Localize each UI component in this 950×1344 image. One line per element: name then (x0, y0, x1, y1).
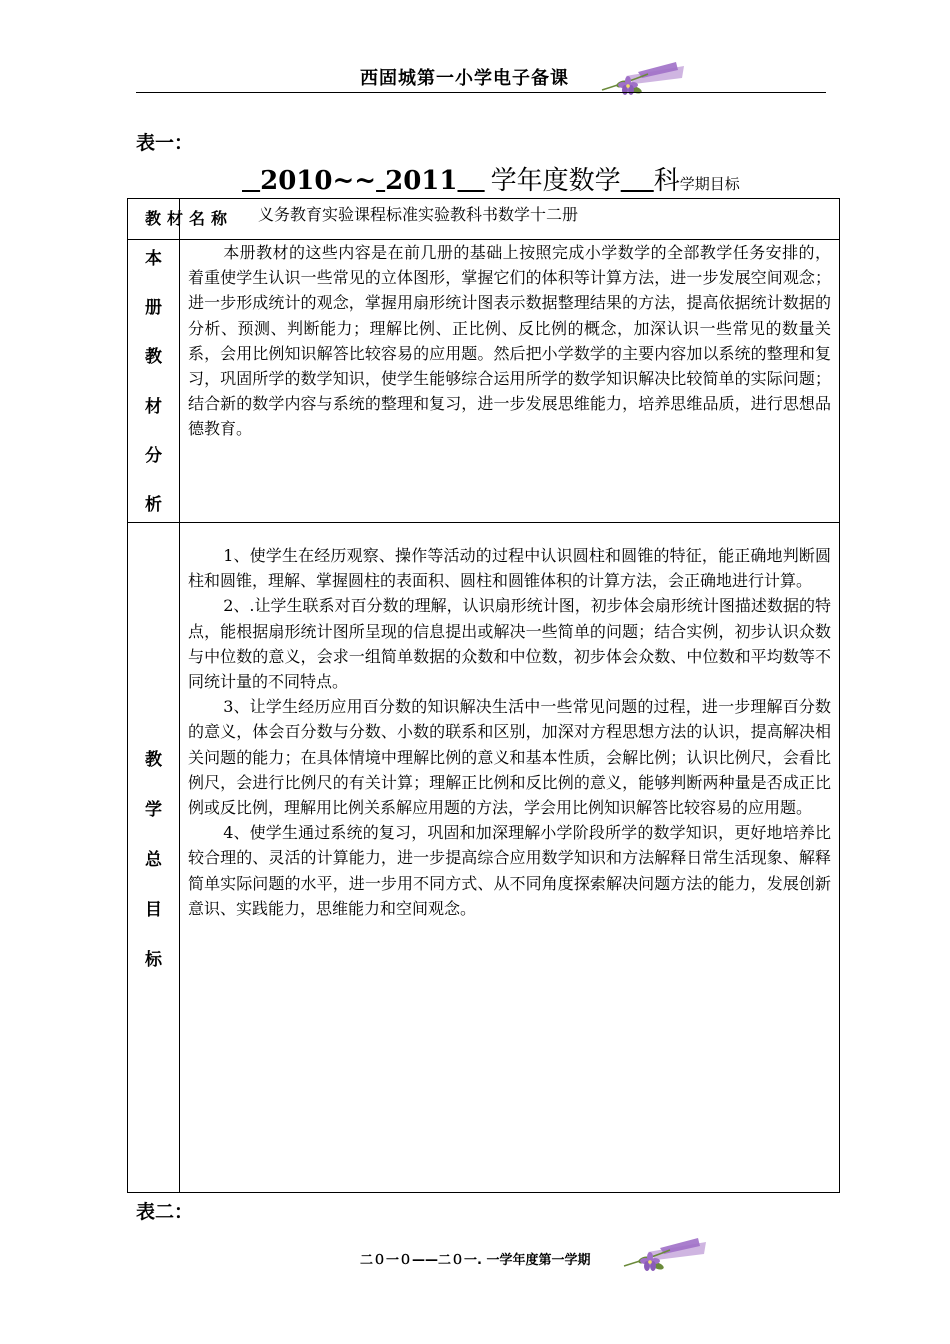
analysis-row (128, 240, 840, 523)
goals-label (128, 745, 179, 970)
goals-label-char: 总 (145, 850, 162, 870)
analysis-label-char: 析 (145, 494, 162, 515)
goals-row (128, 523, 840, 1193)
section1-label: 表一： (136, 132, 194, 154)
goals-table (127, 198, 840, 1193)
analysis-text: 本册教材的这些内容是在前几册的基础上按照完成小学数学的全部教学任务安排的，着重使学生认识一些常见的立体图形，掌握它们的体积等计算方法，进一步发展空间观念；进一步形成统计的观念，掌握用扇形统计图表示数据整理结果的方法，提高依据统计数据的分析、预测、判断能力；理解比例、正比例、反比例的概念，加深认识一些常见的数量关系，会用比例知识解答比较容易的应用题。然后把小学数学的主要内容加以系统的整理和复习，巩固所学的数学知识，使学生能够综合运用所学的数学知识解决比较简单的实际问题；结合新的数学内容与系统的整理和复习，进一步发展思维能力，培养思维品质，进行思想品德教育。 (188, 243, 831, 439)
ke-char: 科 (653, 166, 680, 196)
section2-label: 表二： (136, 1201, 194, 1223)
year-end-underline (376, 166, 485, 196)
year-end: 2011 (385, 166, 458, 196)
analysis-text-cell (180, 240, 840, 523)
title-line (242, 160, 740, 196)
year-start: 2010 (260, 166, 333, 196)
flower-icon (620, 1230, 712, 1280)
goals-text-cell (180, 523, 840, 1193)
goal-item: 4、使学生通过系统的复习，巩固和加深理解小学阶段所学的数学知识，更好地培养比较合理的、灵活的计算能力，进一步提高综合应用数学知识和方法解释日常生活现象、解释简单实际问题的水平，进一步用不同方式、从不同角度探索解决问题方法的能力，发展创新意识、实践能力，思维能力和空间观念。 (188, 823, 831, 918)
goals-label-char: 目 (145, 900, 162, 920)
goal-item: 3、让学生经历应用百分数的知识解决生活中一些常见问题的过程，进一步理解百分数的意义，体会百分数与分数、小数的联系和区别，加深对方程思想方法的认识，提高解决相关问题的能力；在具体情境中理解比例的意义和基本性质，会解比例；认识比例尺，会看比例尺，会进行比例尺的有关计算；理解正比例和反比例的意义，能够判断两种量是否成正比例或反比例，理解用比例关系解应用题的方法，学会用比例知识解答比较容易的应用题。 (188, 697, 831, 818)
header-rule (136, 92, 826, 93)
analysis-label (128, 240, 179, 517)
analysis-label-char: 材 (145, 396, 162, 417)
goals-label-cell (128, 523, 180, 1193)
analysis-label-cell (128, 240, 180, 523)
year-start-underline (242, 166, 332, 196)
textbook-name-row (128, 199, 840, 240)
textbook-name-label: 教材名称 (144, 209, 233, 228)
footer-text: 二０一０——二０一. 一学年度第一学期 (360, 1253, 591, 1268)
subject-underline (569, 160, 654, 197)
analysis-label-char: 分 (145, 445, 162, 466)
textbook-name-value-cell (180, 199, 840, 240)
title-suffix: 学期目标 (679, 175, 740, 193)
goals-label-char: 学 (145, 800, 162, 820)
tilde: ~~ (332, 166, 377, 196)
subject: 数学 (568, 166, 621, 196)
header-title: 西固城第一小学电子备课 (360, 68, 569, 89)
goals-label-char: 教 (145, 750, 162, 770)
textbook-name-value: 义务教育实验课程标准实验教科书数学十二册 (258, 205, 579, 224)
goal-item: 2、.让学生联系对百分数的理解，认识扇形统计图，初步体会扇形统计图描述数据的特点，能根据扇形统计图所呈现的信息提出或解决一些简单的问题；结合实例，初步认识众数与中位数的意义，会求一组简单数据的众数和中位数，初步体会众数、中位数和平均数等不同统计量的不同特点。 (188, 596, 831, 692)
analysis-label-char: 册 (145, 298, 162, 319)
flower-icon (598, 54, 690, 104)
analysis-label-char: 教 (145, 347, 162, 368)
analysis-label-char: 本 (145, 249, 162, 269)
goal-item: 1、使学生在经历观察、操作等活动的过程中认识圆柱和圆锥的特征，能正确地判断圆柱和圆锥，理解、掌握圆柱的表面积、圆柱和圆锥体积的计算方法，会正确地进行计算。 (188, 546, 831, 591)
academic-year: 学年度 (490, 166, 569, 196)
textbook-name-label-cell (128, 199, 233, 240)
goals-label-char: 标 (145, 950, 162, 970)
